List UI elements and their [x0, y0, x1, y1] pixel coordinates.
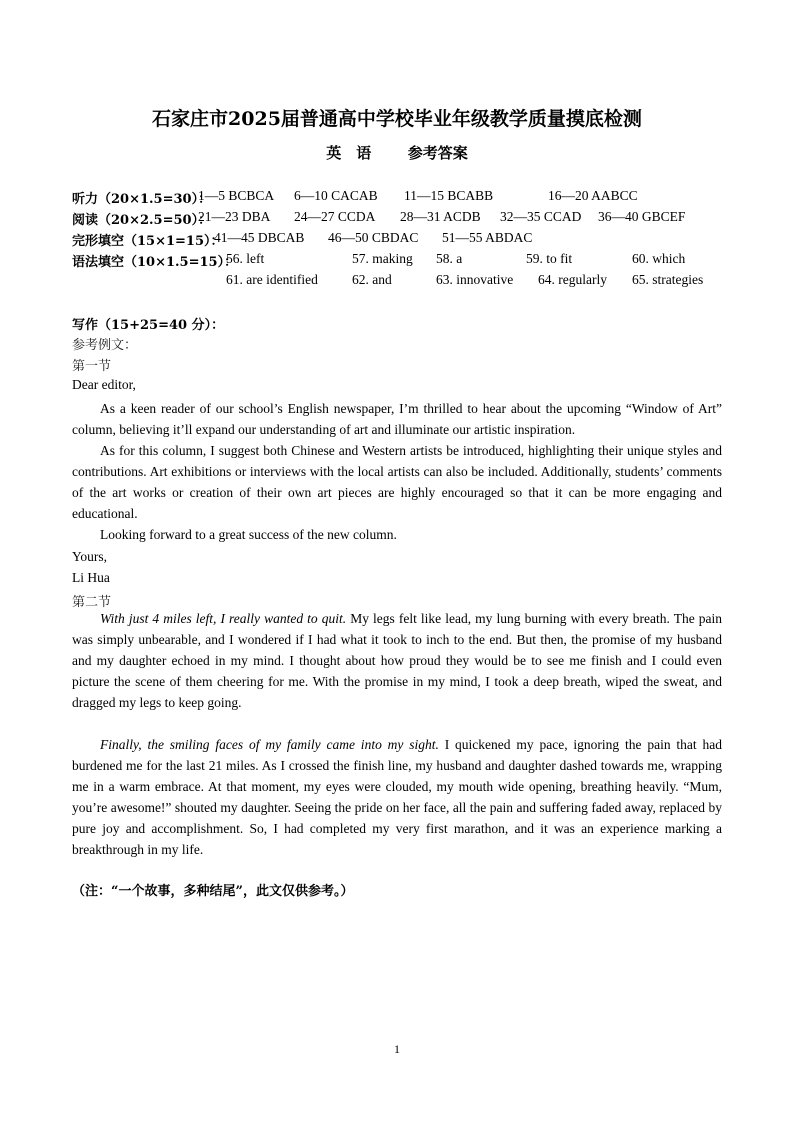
answer-item: 60. which: [632, 251, 686, 266]
footnote: （注：“一个故事，多种结尾”，此文仅供参考。）: [72, 884, 354, 899]
grammar-answers-row1: [72, 251, 686, 270]
answer-item: 61. are identified: [226, 272, 318, 287]
page-number: 1: [394, 1042, 400, 1056]
answer-group: 21—23 DBA: [198, 209, 271, 224]
answer-item: 58. a: [436, 251, 463, 266]
answer-group: 24—27 CCDA: [294, 209, 376, 224]
answer-group: 16—20 AABCC: [548, 188, 638, 203]
letter-signature: Li Hua: [72, 570, 110, 585]
grammar-label: 语法填空（10×1.5=15）：: [72, 255, 238, 270]
answer-group: 32—35 CCAD: [500, 209, 582, 224]
answer-key-label: 参考答案: [407, 144, 468, 162]
letter-paragraph: As a keen reader of our school’s English newspaper, I’m thrilled to hear about the upcoming “Window of Art” column, believing it’ll expand our understanding of art and illuminate our artistic inspiration.: [72, 401, 722, 437]
answer-item: 57. making: [352, 251, 413, 266]
page-subtitle: [0, 142, 794, 163]
answer-group: 6—10 CACAB: [294, 188, 378, 203]
subject-label: 英 语: [326, 144, 372, 162]
cloze-answers: [72, 230, 533, 249]
story-lead-sentence: Finally, the smiling faces of my family came into my sight.: [100, 737, 439, 752]
section2-label: 第二节: [72, 595, 112, 610]
story-body: My legs felt like lead, my lung burning with every breath. The pain was simply unbearable, and I wondered if I had what it took to inch to the end. But then, the promise of my husband and my daughter echoed in my mind. I thought about how proud they would be to see me finish and I could even picture the scene of them cheering for me. With the promise in my mind, I took a deep breath, wiped the sweat, and dragged my legs to keep going.: [72, 611, 722, 710]
story-lead-sentence: With just 4 miles left, I really wanted to quit.: [100, 611, 347, 626]
reading-label: 阅读（20×2.5=50）：: [72, 213, 212, 228]
answer-item: 63. innovative: [436, 272, 514, 287]
answer-group: 36—40 GBCEF: [598, 209, 686, 224]
answer-item: 62. and: [352, 272, 392, 287]
answer-group: 41—45 DBCAB: [214, 230, 305, 245]
answer-item: 64. regularly: [538, 272, 607, 287]
answer-group: 46—50 CBDAC: [328, 230, 419, 245]
listening-answers: [72, 188, 638, 207]
reading-answers: [72, 209, 686, 228]
answer-group: 11—15 BCABB: [404, 188, 494, 203]
story-paragraph: [72, 734, 722, 860]
letter-paragraph: As for this column, I suggest both Chinese and Western artists be introduced, highlighting their unique styles and contributions. Art exhibitions or interviews with the local artists can also be included. Additionally, students’ comments of the art works or creation of their own art pieces are highly encouraged so that it can be more engaging and educational.: [72, 443, 722, 521]
listening-label: 听力（20×1.5=30）：: [72, 192, 212, 207]
writing-heading: [72, 314, 224, 333]
answer-item: 59. to fit: [526, 251, 573, 266]
writing-label: 写作（15+25=40 分）：: [72, 318, 225, 333]
answer-group: 28—31 ACDB: [400, 209, 481, 224]
letter-closing: Yours,: [72, 549, 108, 564]
sample-label: 参考例文：: [72, 338, 138, 353]
page-title: 石家庄市2025届普通高中学校毕业年级教学质量摸底检测: [152, 108, 642, 130]
letter-paragraph: Looking forward to a great success of the new column.: [100, 527, 397, 542]
answer-item: 56. left: [226, 251, 265, 266]
story-paragraph: [72, 608, 722, 713]
letter-greeting: Dear editor,: [72, 377, 136, 392]
answer-group: 1—5 BCBCA: [198, 188, 275, 203]
answer-item: 65. strategies: [632, 272, 704, 287]
answer-group: 51—55 ABDAC: [442, 230, 533, 245]
story-body: I quickened my pace, ignoring the pain that had burdened me for the last 21 miles. As I crossed the finish line, my husband and daughter dashed towards me, wrapping me in a warm embrace. At that moment, my eyes were clouded, my mouth wide opening, breathing heavily. “Mum, you’re awesome!” shouted my daughter. Seeing the pride on her face, all the pain and suffering faded away, replaced by pure joy and accomplishment. So, I had completed my very first marathon, and it was an experience marking a breakthrough in my life.: [72, 737, 722, 857]
cloze-label: 完形填空（15×1=15）：: [72, 234, 224, 249]
section1-label: 第一节: [72, 359, 112, 374]
